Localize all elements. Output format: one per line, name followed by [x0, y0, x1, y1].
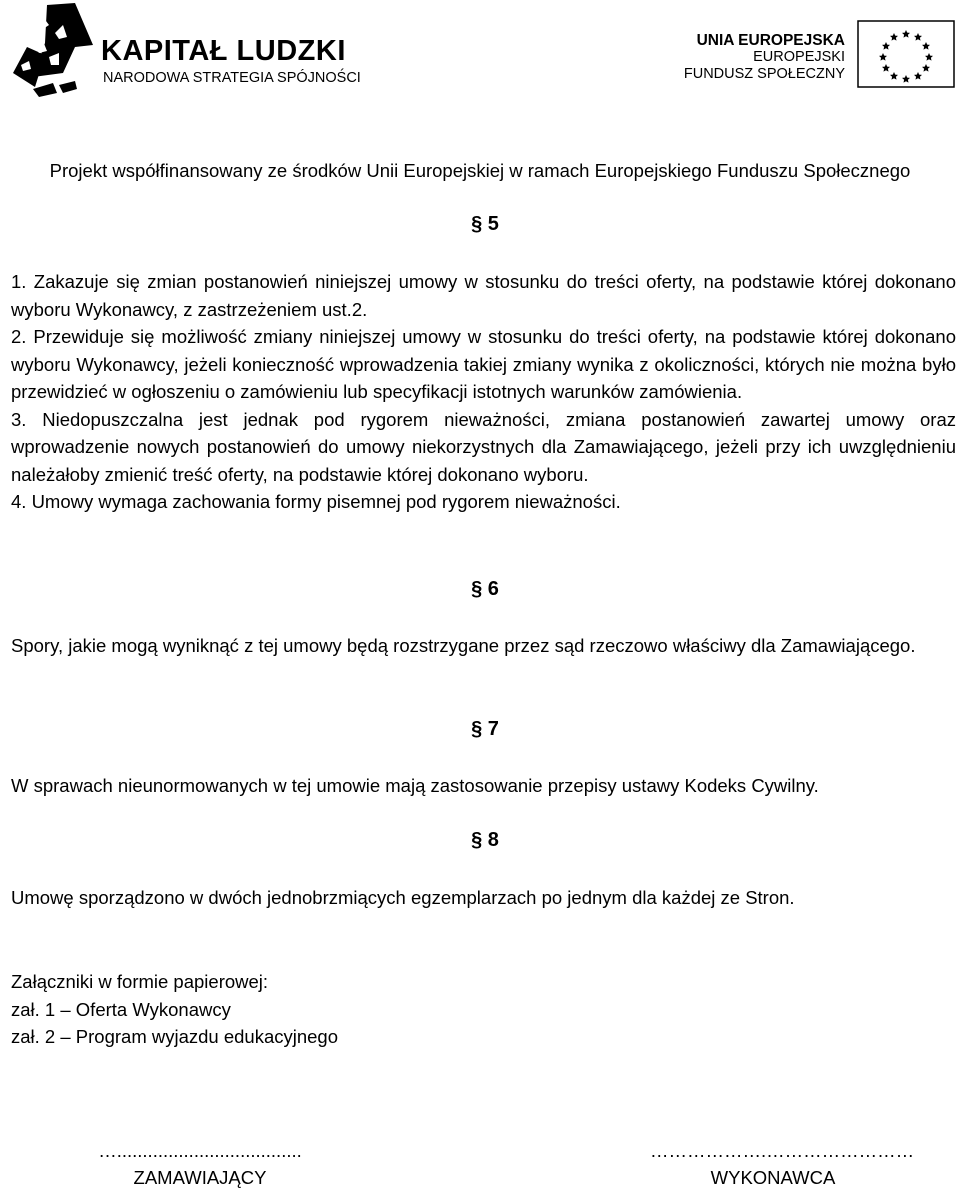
- eu-logo-line3: FUNDUSZ SPOŁECZNY: [683, 66, 845, 82]
- section-8-paragraph-1: Umowę sporządzono w dwóch jednobrzmiących egzemplarzach po jednym dla każdej ze Stron.: [11, 887, 795, 908]
- signature-label-left: ZAMAWIAJĄCY: [133, 1167, 267, 1188]
- kapital-ludzki-title: KAPITAŁ LUDZKI: [101, 35, 346, 67]
- eu-logo-text: [684, 32, 845, 83]
- section-5-paragraph-1: 1. Zakazuje się zmian postanowień niniejszej umowy w stosunku do treści oferty, na podstawie której dokonano wyboru Wykonawcy, z zastrzeżeniem ust.2.: [11, 271, 956, 320]
- kapital-ludzki-emblem-icon: [5, 3, 97, 103]
- cofinance-note: Projekt współfinansowany ze środków Unii Europejskiej w ramach Europejskiego Funduszu Społecznego: [49, 160, 911, 181]
- eu-logo-line1: UNIA EUROPEJSKA: [696, 32, 845, 49]
- kapital-ludzki-logo: [5, 3, 361, 103]
- attachments-list: [11, 968, 956, 1051]
- section-5-body: [11, 268, 956, 516]
- signature-line-left: …....................................: [98, 1140, 302, 1161]
- kapital-ludzki-subtitle: NARODOWA STRATEGIA SPÓJNOŚCI: [103, 70, 361, 86]
- eu-logo-line2: EUROPEJSKI: [753, 49, 845, 65]
- section-5-paragraph-3: 3. Niedopuszczalna jest jednak pod rygorem nieważności, zmiana postanowień zawartej umowy oraz wprowadzenie nowych postanowień do umowy niekorzystnych dla Zamawiającego, jeżeli przy ich uwzględnieniu należałoby zmienić treść oferty, na podstawie której dokonano wyboru.: [11, 408, 956, 485]
- attachment-item-2: zał. 2 – Program wyjazdu edukacyjnego: [11, 1026, 339, 1047]
- signature-label-right: WYKONAWCA: [710, 1167, 836, 1188]
- section-5-paragraph-4: 4. Umowy wymaga zachowania formy pisemnej pod rygorem nieważności.: [11, 491, 621, 512]
- section-6-body: [11, 632, 956, 660]
- section-7-heading: § 7: [471, 718, 499, 740]
- signature-line-right: ……………….……………………: [650, 1140, 915, 1161]
- section-6-paragraph-1: Spory, jakie mogą wyniknąć z tej umowy będą rozstrzygane przez sąd rzeczowo właściwy dla Zamawiającego.: [11, 635, 916, 656]
- signature-zamawiajacy: [78, 1137, 322, 1191]
- section-8-body: [11, 884, 956, 912]
- eu-efs-logo: [683, 20, 957, 92]
- attachments-title: Załączniki w formie papierowej:: [11, 971, 269, 992]
- section-8-heading: § 8: [471, 829, 499, 851]
- section-5-heading: § 5: [471, 213, 499, 235]
- signature-wykonawca: [650, 1137, 915, 1191]
- eu-flag-icon: [857, 20, 955, 88]
- attachment-item-1: zał. 1 – Oferta Wykonawcy: [11, 998, 231, 1020]
- section-7-body: [11, 772, 956, 800]
- section-5-paragraph-2: 2. Przewiduje się możliwość zmiany niniejszej umowy w stosunku do treści oferty, na podstawie której dokonano wyboru Wykonawcy, jeżeli konieczność wprowadzenia takiej zmiany wynika z okoliczności, których nie można było przewidzieć w ogłoszeniu o zamówieniu lub specyfikacji istotnych warunków zamówienia.: [11, 326, 956, 402]
- section-7-paragraph-1: W sprawach nieunormowanych w tej umowie mają zastosowanie przepisy ustawy Kodeks Cywilny.: [11, 775, 819, 796]
- section-6-heading: § 6: [471, 578, 499, 600]
